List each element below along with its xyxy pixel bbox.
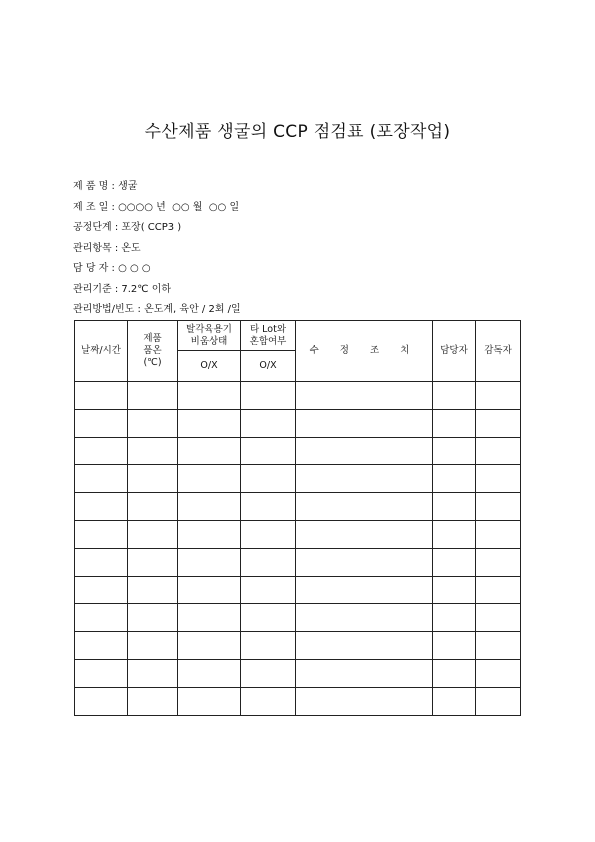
header-container-ox: O/X	[178, 351, 241, 382]
cell-corrective-action[interactable]	[296, 632, 433, 660]
cell-container-empty[interactable]	[178, 493, 241, 521]
cell-person-in-charge[interactable]	[433, 437, 476, 465]
header-container-empty: 탈각육용기 비움상태	[178, 321, 241, 351]
cell-container-empty[interactable]	[178, 382, 241, 410]
table-row	[75, 437, 521, 465]
info-row-process-step: 공정단계 : 포장( CCP3 )	[73, 222, 182, 233]
cell-container-empty[interactable]	[178, 465, 241, 493]
cell-supervisor[interactable]	[476, 604, 521, 632]
info-value: ○○○○ 년 ○○ 월 ○○ 일	[118, 201, 240, 213]
page-title: 수산제품 생굴의 CCP 점검표 (포장작업)	[144, 122, 451, 142]
table-row	[75, 465, 521, 493]
cell-lot-mixing[interactable]	[241, 576, 296, 604]
cell-container-empty[interactable]	[178, 659, 241, 687]
info-row-method-frequency: 관리방법/빈도 : 온도계, 육안 / 2회 /일	[73, 304, 241, 315]
cell-corrective-action[interactable]	[296, 437, 433, 465]
cell-supervisor[interactable]	[476, 409, 521, 437]
cell-container-empty[interactable]	[178, 604, 241, 632]
cell-person-in-charge[interactable]	[433, 409, 476, 437]
info-label: 공정단계	[73, 222, 112, 233]
cell-product-temperature[interactable]	[128, 604, 178, 632]
cell-date-time[interactable]	[75, 632, 128, 660]
info-label: 관리방법/빈도	[73, 304, 135, 315]
cell-container-empty[interactable]	[178, 576, 241, 604]
cell-lot-mixing[interactable]	[241, 548, 296, 576]
header-person-in-charge: 담당자	[433, 321, 476, 382]
table-row	[75, 409, 521, 437]
info-label: 제 품 명	[73, 181, 109, 192]
cell-container-empty[interactable]	[178, 520, 241, 548]
cell-date-time[interactable]	[75, 604, 128, 632]
cell-lot-mixing[interactable]	[241, 382, 296, 410]
header-supervisor: 감독자	[476, 321, 521, 382]
cell-corrective-action[interactable]	[296, 520, 433, 548]
header-corrective-action: 수 정 조 치	[296, 321, 433, 382]
info-label: 담 당 자	[73, 263, 109, 274]
cell-person-in-charge[interactable]	[433, 520, 476, 548]
table-body	[75, 382, 521, 716]
cell-supervisor[interactable]	[476, 465, 521, 493]
table-row	[75, 687, 521, 715]
cell-product-temperature[interactable]	[128, 659, 178, 687]
info-label: 제 조 일	[73, 201, 109, 213]
info-row-manufacture-date: 제 조 일 : ○○○○ 년 ○○ 월 ○○ 일	[73, 201, 240, 213]
cell-supervisor[interactable]	[476, 382, 521, 410]
cell-lot-mixing[interactable]	[241, 520, 296, 548]
cell-corrective-action[interactable]	[296, 465, 433, 493]
table-row	[75, 493, 521, 521]
cell-container-empty[interactable]	[178, 687, 241, 715]
cell-person-in-charge[interactable]	[433, 382, 476, 410]
info-block	[73, 181, 241, 325]
cell-date-time[interactable]	[75, 520, 128, 548]
cell-person-in-charge[interactable]	[433, 576, 476, 604]
cell-date-time[interactable]	[75, 465, 128, 493]
cell-corrective-action[interactable]	[296, 604, 433, 632]
cell-container-empty[interactable]	[178, 409, 241, 437]
header-product-temperature: 제품 품온 (℃)	[128, 321, 178, 382]
header-lot-ox: O/X	[241, 351, 296, 382]
cell-person-in-charge[interactable]	[433, 687, 476, 715]
info-row-person-in-charge: 담 당 자 : ○ ○ ○	[73, 263, 151, 274]
cell-date-time[interactable]	[75, 437, 128, 465]
cell-person-in-charge[interactable]	[433, 659, 476, 687]
cell-supervisor[interactable]	[476, 687, 521, 715]
cell-corrective-action[interactable]	[296, 548, 433, 576]
cell-date-time[interactable]	[75, 687, 128, 715]
cell-date-time[interactable]	[75, 493, 128, 521]
header-date-time: 날짜/시간	[75, 321, 128, 382]
cell-supervisor[interactable]	[476, 632, 521, 660]
info-label: 관리항목	[73, 242, 112, 254]
cell-date-time[interactable]	[75, 576, 128, 604]
cell-supervisor[interactable]	[476, 548, 521, 576]
cell-product-temperature[interactable]	[128, 632, 178, 660]
cell-corrective-action[interactable]	[296, 493, 433, 521]
cell-corrective-action[interactable]	[296, 382, 433, 410]
cell-lot-mixing[interactable]	[241, 632, 296, 660]
cell-person-in-charge[interactable]	[433, 465, 476, 493]
cell-person-in-charge[interactable]	[433, 632, 476, 660]
table-row	[75, 632, 521, 660]
cell-product-temperature[interactable]	[128, 687, 178, 715]
cell-supervisor[interactable]	[476, 659, 521, 687]
table-row	[75, 659, 521, 687]
cell-person-in-charge[interactable]	[433, 604, 476, 632]
cell-corrective-action[interactable]	[296, 687, 433, 715]
table-row	[75, 520, 521, 548]
header-lot-mixing: 타 Lot와 혼합여부	[241, 321, 296, 351]
table-row	[75, 548, 521, 576]
cell-product-temperature[interactable]	[128, 520, 178, 548]
cell-supervisor[interactable]	[476, 493, 521, 521]
cell-date-time[interactable]	[75, 382, 128, 410]
cell-lot-mixing[interactable]	[241, 437, 296, 465]
info-label: 관리기준	[73, 283, 112, 295]
cell-corrective-action[interactable]	[296, 409, 433, 437]
cell-product-temperature[interactable]	[128, 382, 178, 410]
info-row-control-standard: 관리기준 : 7.2℃ 이하	[73, 283, 172, 295]
cell-supervisor[interactable]	[476, 437, 521, 465]
cell-date-time[interactable]	[75, 659, 128, 687]
info-value: 온도계, 육안 / 2회 /일	[144, 304, 241, 315]
cell-product-temperature[interactable]	[128, 493, 178, 521]
cell-product-temperature[interactable]	[128, 409, 178, 437]
cell-date-time[interactable]	[75, 409, 128, 437]
cell-lot-mixing[interactable]	[241, 465, 296, 493]
cell-product-temperature[interactable]	[128, 465, 178, 493]
info-value: 온도	[121, 242, 141, 254]
info-value: 생굴	[118, 181, 138, 192]
cell-container-empty[interactable]	[178, 632, 241, 660]
cell-supervisor[interactable]	[476, 520, 521, 548]
cell-supervisor[interactable]	[476, 576, 521, 604]
table-row	[75, 604, 521, 632]
info-value: 포장( CCP3 )	[121, 222, 182, 233]
ccp-check-table	[74, 320, 521, 716]
cell-container-empty[interactable]	[178, 437, 241, 465]
info-row-product-name: 제 품 명 : 생굴	[73, 181, 138, 192]
cell-product-temperature[interactable]	[128, 437, 178, 465]
cell-container-empty[interactable]	[178, 548, 241, 576]
cell-lot-mixing[interactable]	[241, 659, 296, 687]
table-row	[75, 382, 521, 410]
cell-lot-mixing[interactable]	[241, 493, 296, 521]
cell-person-in-charge[interactable]	[433, 493, 476, 521]
cell-date-time[interactable]	[75, 548, 128, 576]
cell-corrective-action[interactable]	[296, 576, 433, 604]
cell-product-temperature[interactable]	[128, 576, 178, 604]
info-value: 7.2℃ 이하	[121, 283, 172, 295]
cell-lot-mixing[interactable]	[241, 409, 296, 437]
cell-corrective-action[interactable]	[296, 659, 433, 687]
table-row	[75, 576, 521, 604]
cell-person-in-charge[interactable]	[433, 548, 476, 576]
cell-lot-mixing[interactable]	[241, 687, 296, 715]
cell-product-temperature[interactable]	[128, 548, 178, 576]
cell-lot-mixing[interactable]	[241, 604, 296, 632]
info-row-control-item: 관리항목 : 온도	[73, 242, 141, 254]
info-value: ○ ○ ○	[118, 263, 151, 274]
